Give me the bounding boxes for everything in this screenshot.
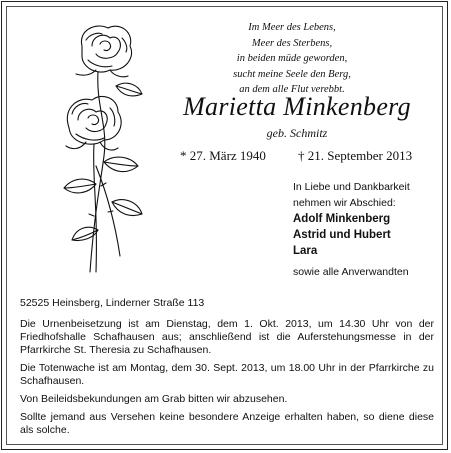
notice-body	[20, 318, 434, 442]
obituary-notice	[1, 1, 448, 450]
poem	[202, 20, 382, 98]
notice-paragraph: Sollte jemand aus Versehen keine besondere Anzeige erhalten haben, so diene diese als solche.	[20, 411, 434, 436]
mourners-list	[293, 211, 391, 259]
poem-line: Meer des Sterbens,	[251, 37, 333, 49]
address: 52525 Heinsberg, Linderner Straße 113	[20, 297, 205, 309]
rose-illustration	[38, 16, 158, 278]
death-date: † 21. September 2013	[298, 148, 413, 163]
poem-line: Im Meer des Lebens,	[248, 22, 336, 33]
mourner-name: Lara	[293, 245, 318, 257]
farewell-intro	[293, 180, 410, 211]
condolence-paragraph: Von Beileidsbekundungen am Grab bitten wir abzusehen.	[20, 393, 288, 405]
intro-line: In Liebe und Dankbarkeit	[293, 181, 410, 193]
wake-paragraph: Die Totenwache ist am Montag, dem 30. Sept. 2013, um 18.00 Uhr in der Pfarrkirche zu Schafhausen.	[20, 362, 434, 387]
poem-line: an dem alle Flut verebbt.	[239, 84, 345, 95]
funeral-paragraph: Die Urnenbeisetzung ist am Dienstag, dem 1. Okt. 2013, um 14.30 Uhr von der Friedhofshalle Schafhausen aus; anschließend ist die Auferstehungsmesse in der Pfarrkirche St. Theresia zu Schafhausen.	[20, 318, 434, 356]
mourner-name: Adolf Minkenberg	[293, 213, 391, 225]
poem-line: in beiden müde geworden,	[236, 53, 348, 64]
relatives-line: sowie alle Anverwandten	[293, 266, 409, 278]
maiden-name: geb. Schmitz	[266, 126, 328, 140]
intro-line: nehmen wir Abschied:	[293, 196, 396, 209]
birth-date: * 27. März 1940	[180, 148, 266, 163]
poem-line: sucht meine Seele den Berg,	[233, 68, 351, 80]
deceased-name: Marietta Minkenberg	[183, 92, 411, 121]
mourner-name: Astrid und Hubert	[293, 229, 391, 241]
